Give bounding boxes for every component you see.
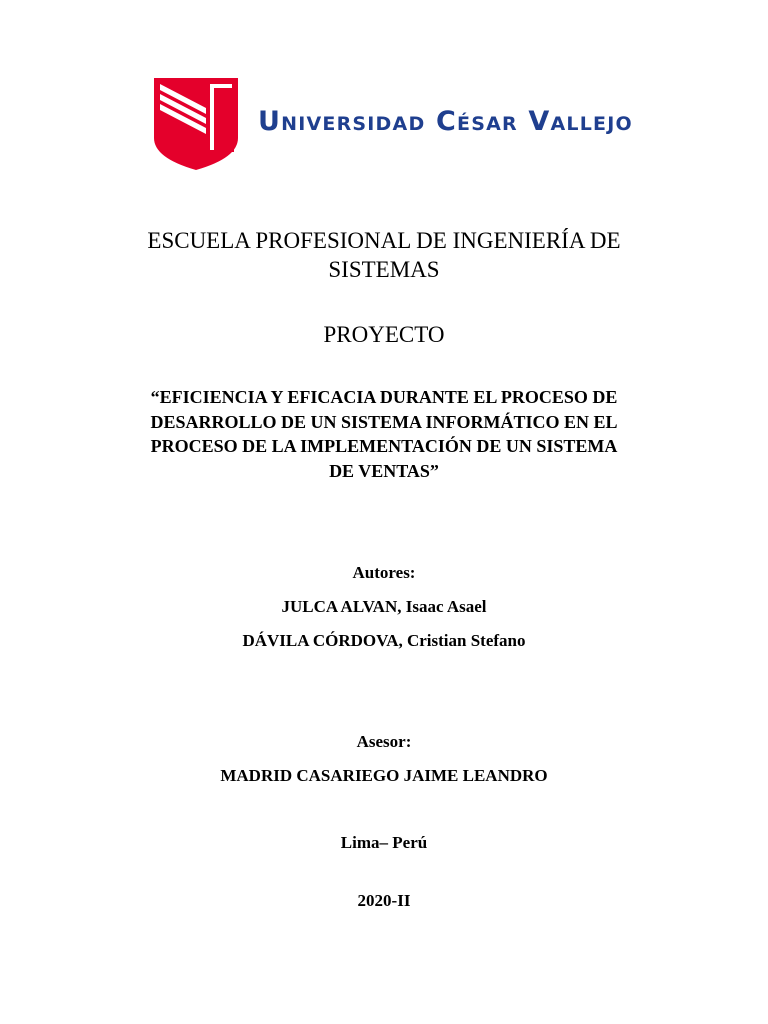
school-name-line-2: SISTEMAS — [328, 257, 440, 282]
school-name-line-1: ESCUELA PROFESIONAL DE INGENIERÍA DE — [147, 228, 621, 253]
project-title-line-2: DESARROLLO DE UN SISTEMA INFORMÁTICO EN EL — [150, 411, 618, 432]
project-title-line-3: PROCESO DE LA IMPLEMENTACIÓN DE UN SISTEMA — [150, 436, 618, 456]
university-shield-logo-icon — [154, 78, 238, 170]
university-logo — [154, 78, 633, 170]
authors-label: Autores: — [352, 563, 416, 582]
project-title-line-1: “EFICIENCIA Y EFICACIA DURANTE EL PROCESO DE — [150, 387, 618, 407]
academic-period: 2020-II — [357, 891, 411, 910]
advisor-name: MADRID CASARIEGO JAIME LEANDRO — [220, 766, 548, 785]
school-name — [0, 226, 768, 284]
document-type: PROYECTO — [323, 322, 445, 347]
university-name: Universidad César Vallejo — [258, 106, 633, 137]
author-name: DÁVILA CÓRDOVA, Cristian Stefano — [242, 631, 526, 650]
project-title — [104, 385, 664, 483]
project-title-line-4: DE VENTAS” — [329, 460, 439, 481]
advisor-label: Asesor: — [356, 732, 412, 751]
author-name: JULCA ALVAN, Isaac Asael — [281, 597, 487, 616]
place: Lima– Perú — [340, 833, 428, 852]
